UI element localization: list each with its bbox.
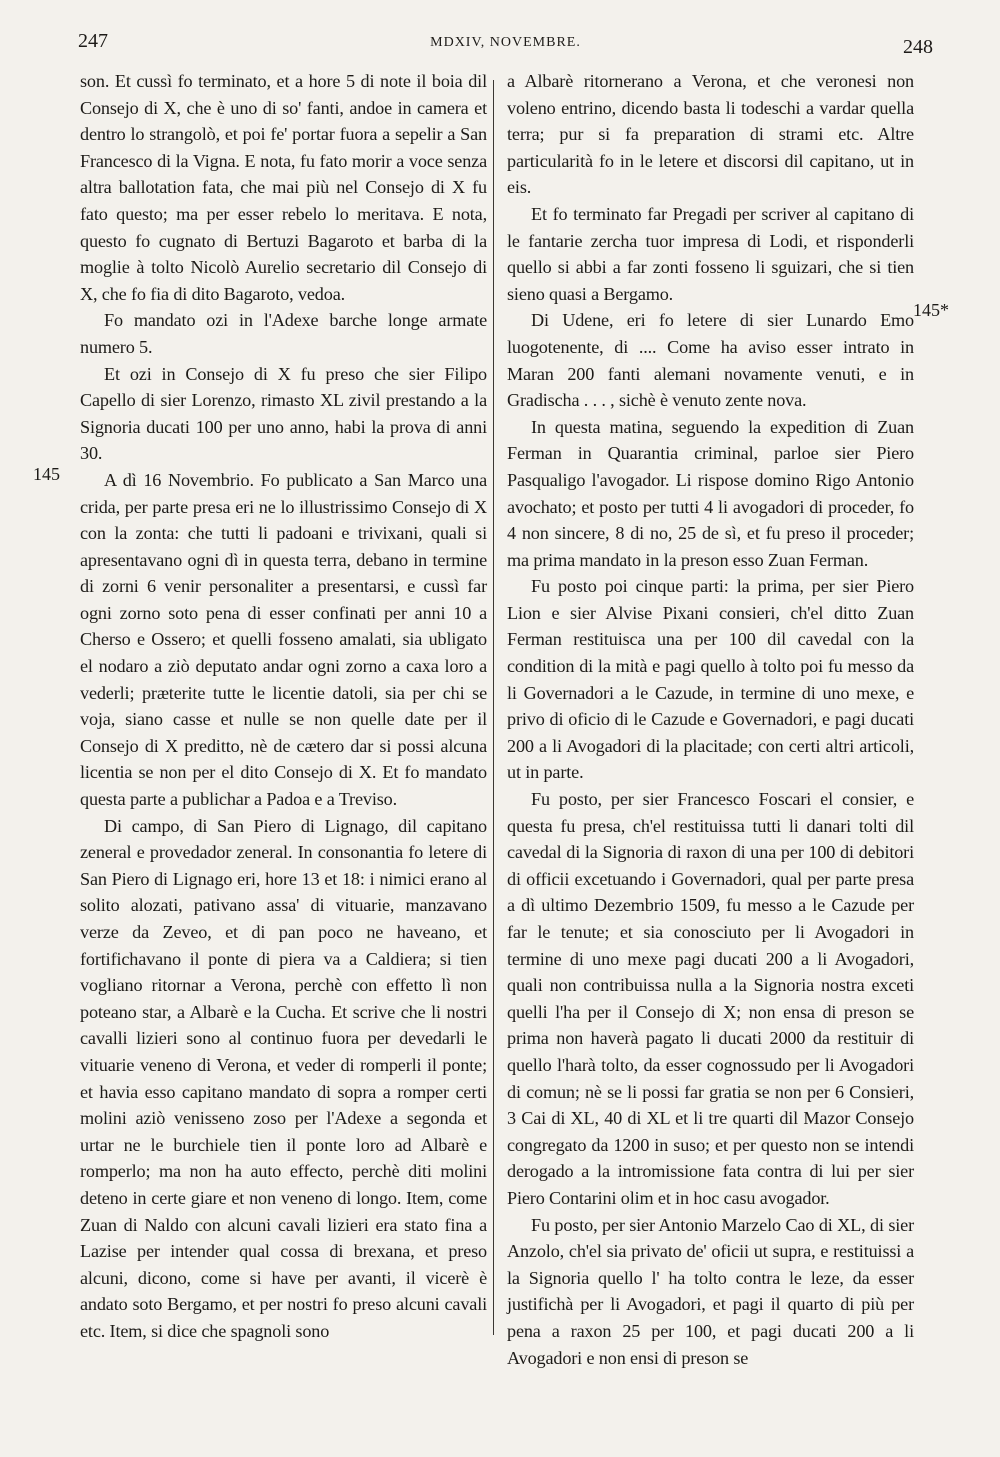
paragraph: Fu posto poi cinque parti: la prima, per sier Piero Lion e sier Alvise Pixani consieri, ch'el ditto Zuan Ferman restituisca una per 100 dil cavedal con la condition di la mità e pagi quello à tolto poi fu messo da li Governadori a le Cazude, in termine di uno mexe, e privo di oficio di le Cazude e Governadori, e pagi ducati 200 a li Avogadori di la placitade; con certi altri articoli, ut in parte. [507, 576, 914, 783]
margin-note-left: 145 [33, 464, 60, 484]
paragraph: A dì 16 Novembrio. Fo publicato a San Marco una crida, per parte presa eri ne lo illustrissimo Consejo di X con la zonta: che tutti li padoani e trivixani, quali si apresentavano ogni dì in questa terra, debano in termine di zorni 6 venir personaliter a presentarsi, e cussì far ogni zorno soto pena di esser confinati per anni 10 a Cherso e Ossero; et quelli fosseno amalati, sia ubligato el nodaro a ziò deputato andar ogni zorno a caxa loro a vederli; præterite tutte le licentie datoli, sia per chi se voja, siano casse et nulle se non quelle date per il Consejo di X preditto, nè de cætero dar si possi alcuna licentia se non per el dito Consejo di X. Et fo mandato questa parte a publichar a Padoa e a Treviso. [80, 469, 487, 810]
page-number-left: 247 [78, 30, 108, 52]
left-column [80, 68, 487, 1345]
paragraph: In questa matina, seguendo la expedition di Zuan Ferman in Quarantia criminal, parloe sier Piero Pasqualigo l'avogador. Li rispose domino Rigo Antonio avochato; et posto per tutti 4 li avogadori di proceder, fo 4 non sincere, 8 di no, 25 de sì, et fu preso il proceder; ma prima mandato in la preson esso Zuan Ferman. [507, 416, 914, 570]
paragraph: Et fo terminato far Pregadi per scriver al capitano di le fantarie zercha tuor impresa di Lodi, et risponderli quello si abbi a far zonti fosseno li sguizari, che si tien sieno quasi a Bergamo. [507, 203, 914, 304]
column-divider [493, 80, 494, 1335]
paragraph: Et ozi in Consejo di X fu preso che sier Filipo Capello di sier Lorenzo, rimasto XL zivil prestando a la Signoria ducati 100 per uno anno, habi la prova di anni 30. [80, 363, 487, 464]
margin-note-right: 145* [913, 300, 949, 320]
paragraph: Fu posto, per sier Francesco Foscari el consier, e questa fu presa, ch'el restituissa tutti li danari tolti dil cavedal di la Signoria di raxon di una per 100 di debitori di officii excetuando i Governadori, qual per parte presa a dì ultimo Dezembrio 1509, fu messo a le Cazude per far le tenute; et sia conosciuto per li Avogadori in termine di uno mexe pagi ducati 200 a li Avogadori, quali non contribuissa nulla a la Signoria nostra exceti quelli l'ha per il Consejo di X; non ensa di preson se prima non haverà pagato li ducati 2000 da restituir di quello l'harà tolto, da esser cognossudo per li Avogadori di comun; nè se li possi far gratia se non per 6 Consieri, 3 Cai di XL, 40 di XL et li tre quarti dil Mazor Consejo congregato da 1200 in suso; et per questo non se intendi derogado a la intromissione fata contra di lui per sier Piero Contarini olim et in hoc casu avogador. [507, 789, 914, 1208]
paragraph: Di campo, di San Piero di Lignago, dil capitano zeneral e provedador zeneral. In consonantia fo letere di San Piero di Lignago eri, hore 13 et 18: i nimici erano al solito alozati, pativano assa' di vituarie, manzavano verze da Zeveo, et di pan poco ne haveano, et fortifichavano il ponte di piera va a Caldiera; si tien vogliano ritornar a Verona, perchè con effetto lì non poteano star, a Albarè e la Cucha. Et scrive che li nostri cavalli lizieri sono al continuo fuora per devedarli le vituarie veneno di Verona, et veder di romperli il ponte; et havia esso capitano mandato di sopra a romper certi molini aziò venisseno zoso per l'Adexe a segonda et urtar ne le burchiele tien il ponte loro ad Albarè e romperlo; ma non ha auto effecto, perchè diti molini deteno in certe giare et non veneno di longo. Item, come Zuan di Naldo con alcuni cavali lizieri era stato fina a Lazise per intender qual cossa di brexana, et preso alcuni, dicono, come si have per avanti, il vicerè è andato soto Bergamo, et per nostri fo preso alcuni cavali etc. Item, si dice che spagnoli sono [80, 815, 487, 1341]
running-title: MDXIV, NOVEMBRE. [430, 35, 581, 50]
right-column [507, 68, 914, 1371]
paragraph: son. Et cussì fo terminato, et a hore 5 di note il boia dil Consejo di X, che è uno di so' fanti, andoe in camera et dentro lo strangolò, et poi fe' portar fuora a sepelir a San Francesco di la Vigna. E nota, fu fato morir a voce senza altra ballotation fata, che mai più nel Consejo di X fu fato questo; ma per esser rebelo lo meritava. E nota, questo fo cugnato di Bertuzi Bagaroto et barba di la moglie à tolto Nicolò Aurelio secretario dil Consejo di X, che fo fia di dito Bagaroto, vedoa. [80, 71, 487, 304]
paragraph: a Albarè ritorneranо a Verona, et che veronesi non voleno entrino, dicendo basta li todeschi a vardar quella terra; pur si fa preparation di strami etc. Altre particularità fo in le letere et discorsi dil capitano, ut in eis. [507, 71, 914, 198]
paragraph: Fu posto, per sier Antonio Marzelo Cao di XL, di sier Anzolo, ch'el sia privato de' oficii ut supra, e restituissi a la Signoria quello l' ha tolto contra le leze, da esser justifichà per li Avogadori, et pagi il quarto di più per pena a raxon 25 per 100, et pagi ducati 200 a li Avogadori e non ensi di preson se [507, 1214, 914, 1368]
paragraph: Di Udene, eri fo letere di sier Lunardo Emo luogotenente, di .... Come ha aviso esser intrato in Maran 200 fanti alemani novamente venuti, e in Gradischa . . . , sichè è venuto zente nova. [507, 310, 914, 411]
paragraph: Fo mandato ozi in l'Adexe barche longe armate numero 5. [80, 310, 487, 357]
page-number-right: 248 [903, 36, 933, 58]
page-header [78, 30, 933, 60]
